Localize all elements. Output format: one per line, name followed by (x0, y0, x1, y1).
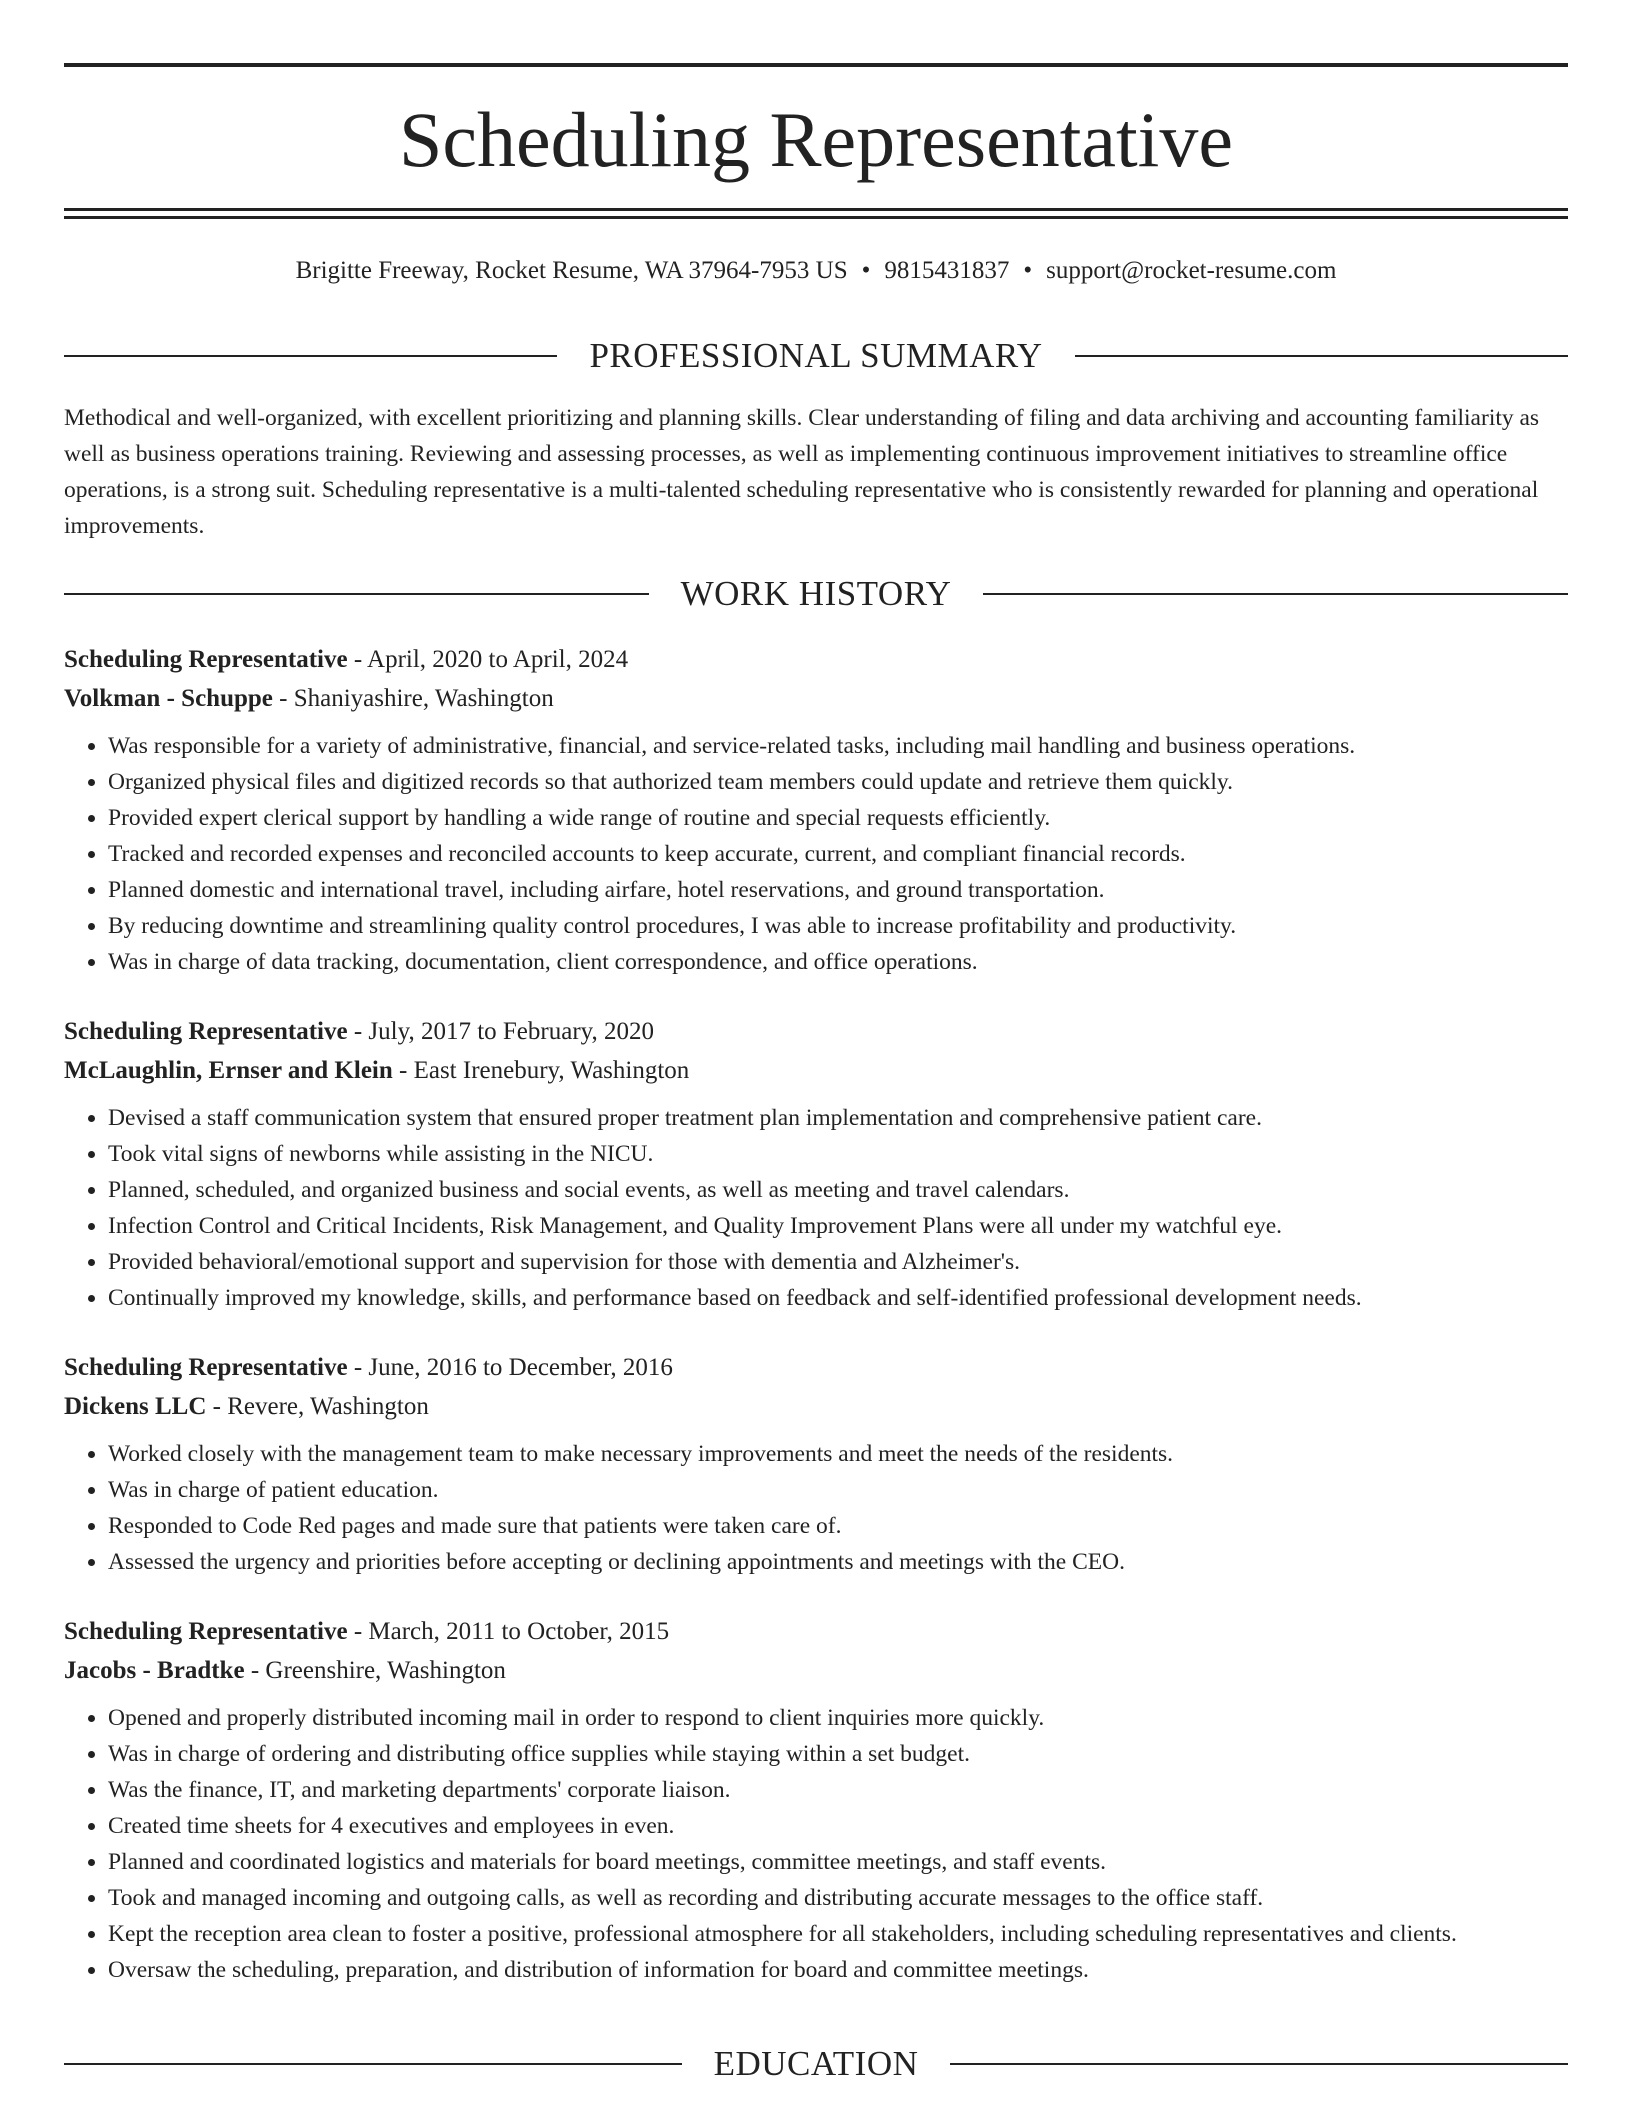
job-bullet: • Continually improved my knowledge, skills, and performance based on feedback and self-identified professional development needs. (108, 1280, 1568, 1316)
heading-rule-right (1075, 355, 1568, 357)
heading-rule-right (983, 593, 1568, 595)
job-bullet: • Was in charge of patient education. (108, 1472, 1568, 1508)
header-top-rule (64, 63, 1568, 67)
job-company: Jacobs - Bradtke (64, 1657, 245, 1684)
section-heading-education (64, 2042, 1568, 2086)
job-entry (64, 1612, 1568, 1988)
job-entry (64, 640, 1568, 980)
job-title-line (64, 1012, 1568, 1051)
job-location: - Greenshire, Washington (244, 1657, 506, 1684)
job-bullet: • Devised a staff communication system that ensured proper treatment plan implementation and comprehensive patient care. (108, 1100, 1568, 1136)
job-bullet: • Infection Control and Critical Incidents, Risk Management, and Quality Improvement Plans were all under my watchful eye. (108, 1208, 1568, 1244)
section-title: EDUCATION (713, 2044, 919, 2083)
job-location: - East Irenebury, Washington (392, 1057, 690, 1084)
job-bullet: • Took and managed incoming and outgoing calls, as well as recording and distributing accurate messages to the office staff. (108, 1880, 1568, 1916)
job-bullet: • Was the finance, IT, and marketing departments' corporate liaison. (108, 1772, 1568, 1808)
job-bullet: • Was responsible for a variety of administrative, financial, and service-related tasks, including mail handling and business operations. (108, 728, 1568, 764)
job-company-line (64, 1387, 1568, 1426)
job-bullet: • Worked closely with the management team to make necessary improvements and meet the needs of the residents. (108, 1436, 1568, 1472)
job-company-line (64, 679, 1568, 718)
contact-phone: 9815431837 (884, 257, 1010, 284)
job-bullet: • Provided expert clerical support by handling a wide range of routine and special requests efficiently. (108, 800, 1568, 836)
job-bullet: • Responded to Code Red pages and made sure that patients were taken care of. (108, 1508, 1568, 1544)
heading-rule-left (64, 355, 557, 357)
job-bullet: • Provided behavioral/emotional support and supervision for those with dementia and Alzheimer's. (108, 1244, 1568, 1280)
job-bullet: • Assessed the urgency and priorities before accepting or declining appointments and meetings with the CEO. (108, 1544, 1568, 1580)
job-location: - Shaniyashire, Washington (272, 685, 554, 712)
job-entry (64, 1348, 1568, 1580)
job-title: Scheduling Representative (64, 1618, 348, 1645)
job-bullet: • Was in charge of ordering and distributing office supplies while staying within a set budget. (108, 1736, 1568, 1772)
job-title-line (64, 1612, 1568, 1651)
job-bullet: • By reducing downtime and streamlining quality control procedures, I was able to increase profitability and productivity. (108, 908, 1568, 944)
job-bullet: • Organized physical files and digitized records so that authorized team members could update and retrieve them quickly. (108, 764, 1568, 800)
contact-address: Brigitte Freeway, Rocket Resume, WA 37964-7953 US (295, 257, 848, 284)
job-dates: - March, 2011 to October, 2015 (347, 1618, 670, 1645)
job-location: - Revere, Washington (206, 1393, 429, 1420)
section-title: WORK HISTORY (680, 574, 952, 613)
job-title: Scheduling Representative (64, 1018, 348, 1045)
contact-separator: • (1023, 257, 1033, 284)
job-title: Scheduling Representative (64, 646, 348, 673)
job-bullets (64, 1700, 1568, 1988)
job-bullet: • Was in charge of data tracking, documentation, client correspondence, and office operations. (108, 944, 1568, 980)
job-bullets (64, 1436, 1568, 1580)
job-bullet: • Planned and coordinated logistics and materials for board meetings, committee meetings, and staff events. (108, 1844, 1568, 1880)
section-title: PROFESSIONAL SUMMARY (589, 336, 1043, 375)
work-history-list (64, 640, 1568, 2020)
job-bullet: • Planned, scheduled, and organized business and social events, as well as meeting and travel calendars. (108, 1172, 1568, 1208)
job-dates: - June, 2016 to December, 2016 (347, 1354, 673, 1381)
heading-rule-left (64, 2063, 682, 2065)
job-company: Dickens LLC (64, 1393, 207, 1420)
heading-rule-right (950, 2063, 1568, 2065)
job-bullet: • Tracked and recorded expenses and reconciled accounts to keep accurate, current, and compliant financial records. (108, 836, 1568, 872)
contact-separator: • (861, 257, 871, 284)
job-bullets (64, 728, 1568, 980)
contact-line (64, 254, 1568, 288)
job-bullet: • Created time sheets for 4 executives and employees in even. (108, 1808, 1568, 1844)
job-bullet: • Took vital signs of newborns while assisting in the NICU. (108, 1136, 1568, 1172)
job-bullet: • Opened and properly distributed incoming mail in order to respond to client inquiries more quickly. (108, 1700, 1568, 1736)
job-title: Scheduling Representative (64, 1354, 348, 1381)
section-heading-work-history (64, 572, 1568, 616)
contact-email: support@rocket-resume.com (1046, 257, 1337, 284)
job-company-line (64, 1651, 1568, 1690)
summary-text: Methodical and well-organized, with excellent prioritizing and planning skills. Clear understanding of filing and data archiving and accounting familiarity as well as business operations training. Reviewing and assessing processes, as well as implementing continuous improvement initiatives to streamline office operations, is a strong suit. Scheduling representative is a multi-talented scheduling representative who is consistently rewarded for planning and operational improvements. (64, 405, 1540, 539)
job-company: McLaughlin, Ernser and Klein (64, 1057, 393, 1084)
job-dates: - July, 2017 to February, 2020 (347, 1018, 655, 1045)
job-company-line (64, 1051, 1568, 1090)
page-title: Scheduling Representative (399, 96, 1233, 183)
job-bullet: • Kept the reception area clean to foster a positive, professional atmosphere for all stakeholders, including scheduling representatives and clients. (108, 1916, 1568, 1952)
job-entry (64, 1012, 1568, 1316)
job-dates: - April, 2020 to April, 2024 (347, 646, 629, 673)
job-bullet: • Planned domestic and international travel, including airfare, hotel reservations, and ground transportation. (108, 872, 1568, 908)
header-double-rule (64, 208, 1568, 219)
job-title-line (64, 1348, 1568, 1387)
heading-rule-left (64, 593, 649, 595)
job-company: Volkman - Schuppe (64, 685, 273, 712)
job-bullet: • Oversaw the scheduling, preparation, and distribution of information for board and committee meetings. (108, 1952, 1568, 1988)
job-title-line (64, 640, 1568, 679)
section-heading-summary (64, 334, 1568, 378)
job-bullets (64, 1100, 1568, 1316)
